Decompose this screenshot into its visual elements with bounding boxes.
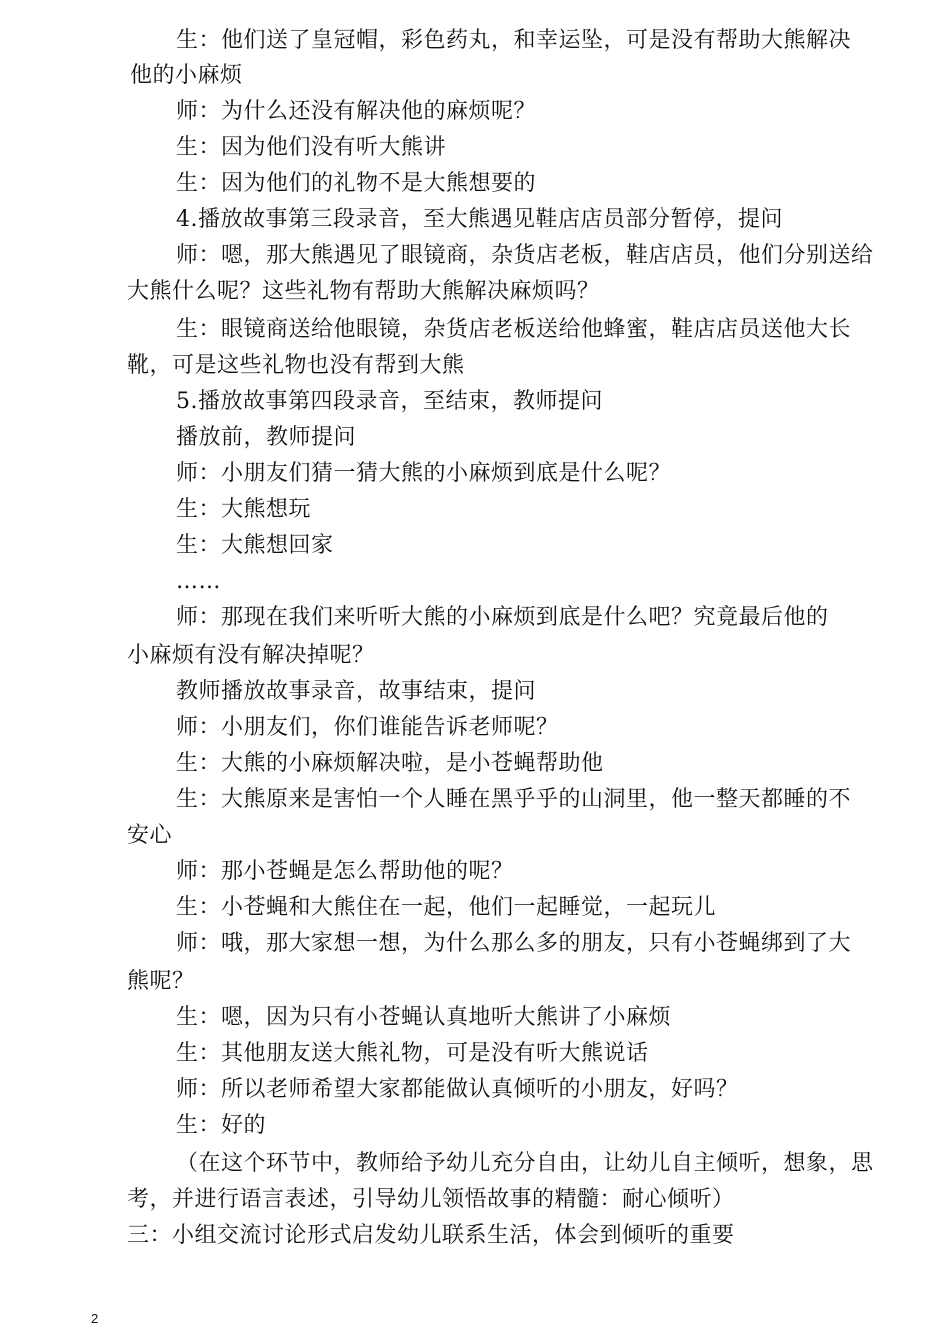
text-line: 三：小组交流讨论形式启发幼儿联系生活，体会到倾听的重要 bbox=[127, 1223, 735, 1248]
text-line: 考，并进行语言表述，引导幼儿领悟故事的精髓：耐心倾听） bbox=[127, 1187, 735, 1212]
text-line: 播放前，教师提问 bbox=[176, 425, 357, 450]
text-line: 师：嗯，那大熊遇见了眼镜商，杂货店老板，鞋店店员，他们分别送给 bbox=[176, 243, 874, 268]
text-line: 小麻烦有没有解决掉呢？ bbox=[127, 643, 375, 668]
text-line: 师：那小苍蝇是怎么帮助他的呢？ bbox=[176, 859, 514, 884]
text-line: 熊呢？ bbox=[127, 969, 195, 994]
text-line: 生：因为他们没有听大熊讲 bbox=[176, 135, 447, 160]
text-line: 生：大熊想玩 bbox=[176, 497, 312, 522]
text-line: 生：他们送了皇冠帽，彩色药丸，和幸运坠，可是没有帮助大熊解决 bbox=[176, 28, 852, 53]
text-line: 师：那现在我们来听听大熊的小麻烦到底是什么吧？究竟最后他的 bbox=[176, 605, 829, 630]
text-line: 师：哦，那大家想一想，为什么那么多的朋友，只有小苍蝇绑到了大 bbox=[176, 931, 852, 956]
text-line: 安心 bbox=[127, 823, 173, 848]
text-line: 师：小朋友们猜一猜大熊的小麻烦到底是什么呢？ bbox=[176, 461, 672, 486]
text-line: 生：大熊的小麻烦解决啦，是小苍蝇帮助他 bbox=[176, 751, 604, 776]
text-line: 大熊什么呢？这些礼物有帮助大熊解决麻烦吗？ bbox=[127, 279, 600, 304]
text-line: 生：眼镜商送给他眼镜，杂货店老板送给他蜂蜜，鞋店店员送他大长 bbox=[176, 317, 852, 342]
text-line: 师：为什么还没有解决他的麻烦呢？ bbox=[176, 99, 537, 124]
text-line: 生：好的 bbox=[176, 1113, 267, 1138]
text-line: …… bbox=[176, 569, 221, 594]
text-line: 生：因为他们的礼物不是大熊想要的 bbox=[176, 171, 537, 196]
text-line: 生：嗯，因为只有小苍蝇认真地听大熊讲了小麻烦 bbox=[176, 1005, 672, 1030]
text-line: （在这个环节中，教师给予幼儿充分自由，让幼儿自主倾听，想象，思 bbox=[176, 1151, 874, 1176]
text-line: 生：大熊想回家 bbox=[176, 533, 334, 558]
text-line: 师：小朋友们，你们谁能告诉老师呢？ bbox=[176, 715, 559, 740]
text-line: 4.播放故事第三段录音，至大熊遇见鞋店店员部分暂停，提问 bbox=[176, 207, 783, 232]
text-line: 师：所以老师希望大家都能做认真倾听的小朋友，好吗？ bbox=[176, 1077, 739, 1102]
text-line: 生：其他朋友送大熊礼物，可是没有听大熊说话 bbox=[176, 1041, 649, 1066]
text-line: 生：小苍蝇和大熊住在一起，他们一起睡觉，一起玩儿 bbox=[176, 895, 717, 920]
text-line: 5.播放故事第四段录音，至结束，教师提问 bbox=[176, 389, 603, 414]
text-line: 靴，可是这些礼物也没有帮到大熊 bbox=[127, 353, 465, 378]
text-line: 生：大熊原来是害怕一个人睡在黑乎乎的山洞里，他一整天都睡的不 bbox=[176, 787, 852, 812]
page-number: 2 bbox=[91, 1311, 99, 1326]
text-line: 教师播放故事录音，故事结束，提问 bbox=[176, 679, 537, 704]
text-line: 他的小麻烦 bbox=[130, 63, 243, 88]
